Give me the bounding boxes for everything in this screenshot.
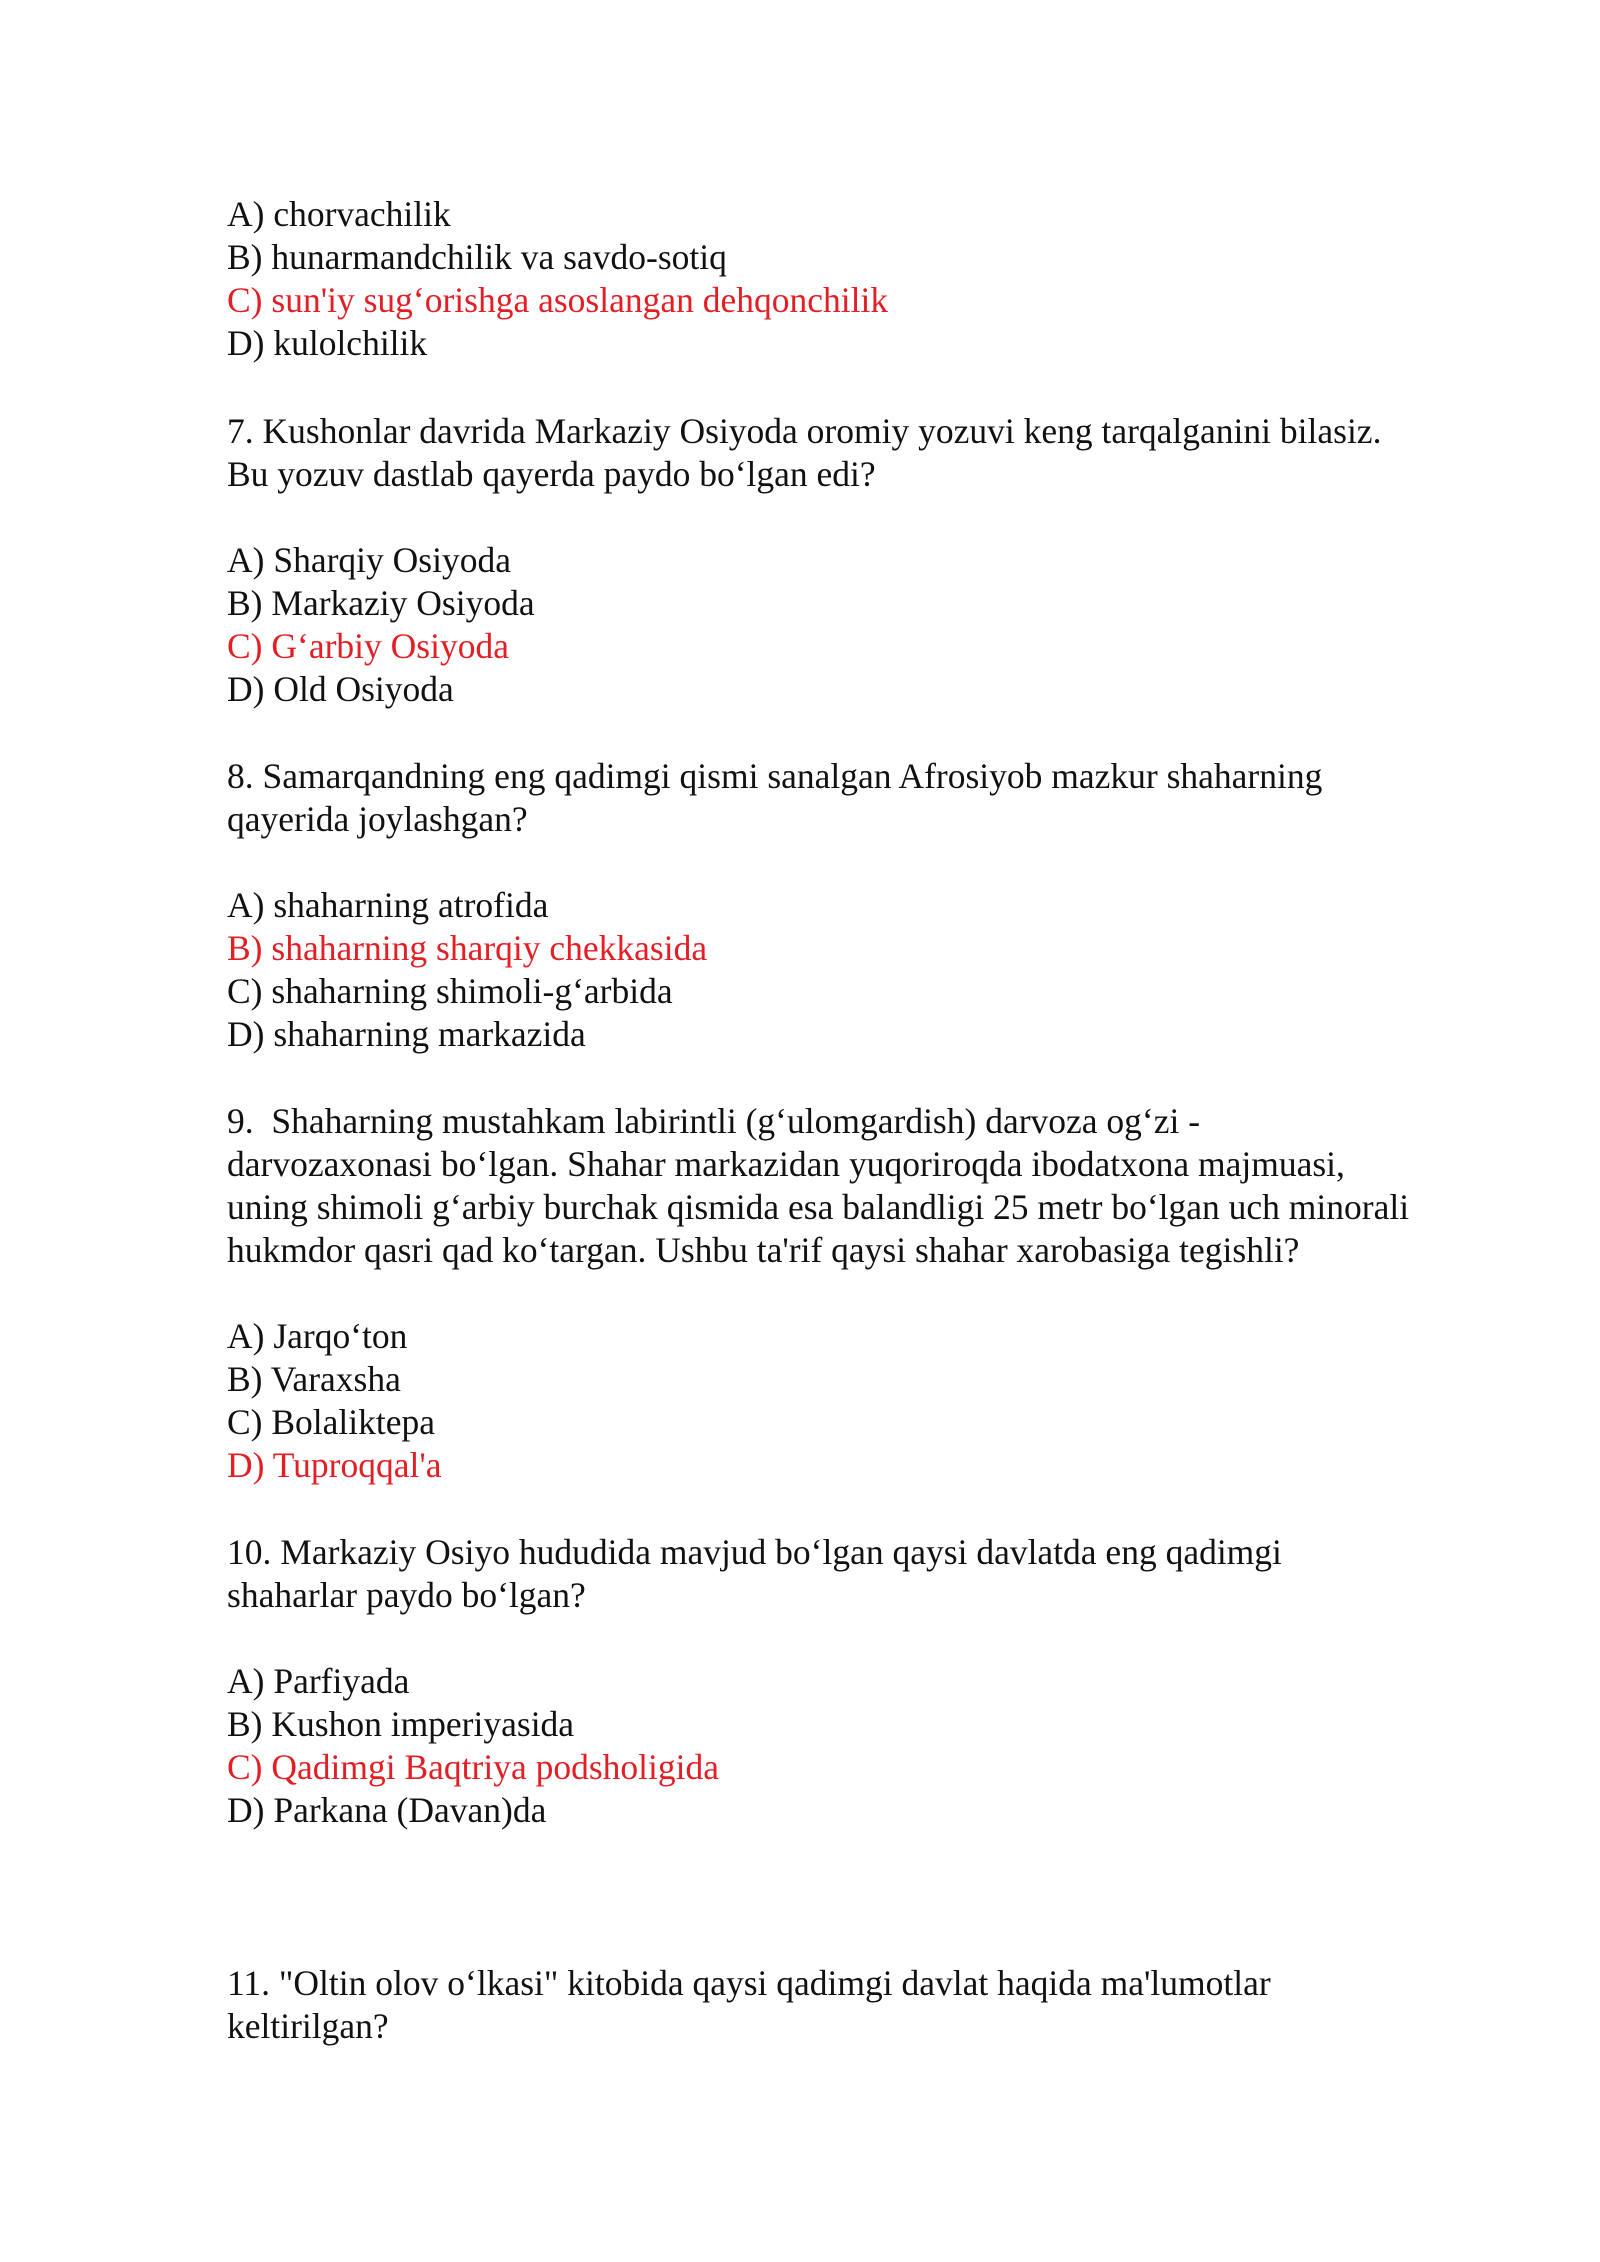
question-text-line: 8. Samarqandning eng qadimgi qismi sanalgan Afrosiyob mazkur shaharning [227, 756, 1323, 796]
answer-option-d: D) shaharning markazida [227, 1014, 586, 1054]
answer-option-a: A) Sharqiy Osiyoda [227, 540, 511, 580]
answer-option-d: D) kulolchilik [227, 323, 428, 363]
question-text-line: darvozaxonasi bo‘lgan. Shahar markazidan yuqoriroqda ibodatxona majmuasi, [227, 1144, 1345, 1184]
answer-option-b: B) hunarmandchilik va savdo-sotiq [227, 237, 727, 277]
answer-option-a: A) Jarqo‘ton [227, 1316, 408, 1356]
answer-option-d: D) Old Osiyoda [227, 669, 454, 709]
question-text-line: Bu yozuv dastlab qayerda paydo bo‘lgan edi? [227, 454, 876, 494]
answer-option-b: B) Varaxsha [227, 1359, 401, 1399]
question-6-options [227, 193, 888, 365]
question-7 [227, 410, 1381, 711]
question-8 [227, 755, 1322, 1056]
answer-option-c: C) Bolaliktepa [227, 1402, 436, 1442]
question-11 [227, 1962, 1271, 2048]
question-text-line: 9. Shaharning mustahkam labirintli (g‘ulomgardish) darvoza og‘zi - [227, 1101, 1201, 1141]
question-text-line: shaharlar paydo bo‘lgan? [227, 1575, 586, 1615]
question-text-line: 7. Kushonlar davrida Markaziy Osiyoda oromiy yozuvi keng tarqalganini bilasiz. [227, 411, 1382, 451]
answer-option-b: B) Kushon imperiyasida [227, 1704, 575, 1744]
answer-option-b-correct: B) shaharning sharqiy chekkasida [227, 928, 708, 968]
question-10 [227, 1531, 1282, 1832]
answer-option-a: A) shaharning atrofida [227, 885, 549, 925]
answer-option-b: B) Markaziy Osiyoda [227, 583, 535, 623]
question-text-line: qayerida joylashgan? [227, 799, 528, 839]
question-9 [227, 1100, 1409, 1487]
question-text-line: 11. "Oltin olov o‘lkasi" kitobida qaysi qadimgi davlat haqida ma'lumotlar [227, 1963, 1271, 2003]
answer-option-c-correct: C) G‘arbiy Osiyoda [227, 626, 509, 666]
question-text-line: keltirilgan? [227, 2006, 389, 2046]
answer-option-d: D) Parkana (Davan)da [227, 1790, 547, 1830]
answer-option-c-correct: C) Qadimgi Baqtriya podsholigida [227, 1747, 720, 1787]
answer-option-d-correct: D) Tuproqqal'a [227, 1445, 442, 1485]
question-text-line: uning shimoli g‘arbiy burchak qismida esa balandligi 25 metr bo‘lgan uch minorali [227, 1187, 1410, 1227]
question-text-line: hukmdor qasri qad ko‘targan. Ushbu ta'rif qaysi shahar xarobasiga tegishli? [227, 1230, 1300, 1270]
answer-option-a: A) chorvachilik [227, 194, 451, 234]
answer-option-c: C) shaharning shimoli-g‘arbida [227, 971, 673, 1011]
answer-option-c-correct: C) sun'iy sug‘orishga asoslangan dehqonchilik [227, 280, 889, 320]
question-text-line: 10. Markaziy Osiyo hududida mavjud bo‘lgan qaysi davlatda eng qadimgi [227, 1532, 1282, 1572]
answer-option-a: A) Parfiyada [227, 1661, 410, 1701]
